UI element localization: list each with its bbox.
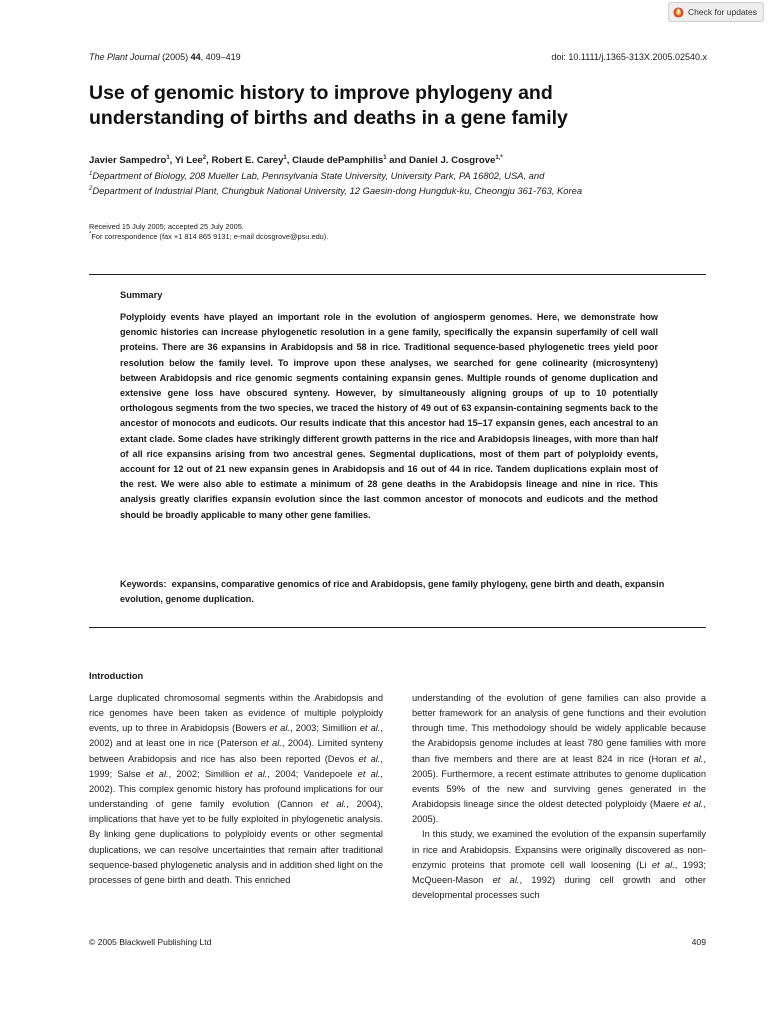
author-separator: ,: [169, 155, 175, 166]
text-run: et al.: [359, 723, 381, 734]
journal-citation: [89, 52, 241, 62]
keywords: [120, 577, 665, 607]
affiliation-1-mark: 1: [89, 170, 93, 177]
text-run: , 2003; Simillion: [289, 723, 360, 734]
summary-heading: Summary: [120, 290, 163, 300]
text-run: , 2005). Furthermore, a recent estimate attributes to genome duplication events 59% of the new and surviving genes generated in the Arabidopsis lineage since the oldest detected polyploidy (Maere: [412, 753, 707, 810]
summary-text: Polyploidy events have played an important role in the evolution of angiosperm genomes. Here, we demonstrate how genomic histories can increase phylogenetic resolution in a gene family, specifically the expansin superfamily of cell wall proteins. There are 36 expansins in Arabidopsis and 58 in rice. Traditional sequence-based phylogenetic trees yield poor resolution below the family level. To improve upon these analyses, we searched for gene colinearity (microsynteny) between Arabidopsis and rice genomic segments containing expansin genes. Multiple rounds of genome duplication and extensive gene loss have obscured synteny. However, by simultaneously aligning groups of up to 10 potentially orthologous segments from the two species, we traced the history of 49 out of 63 expansin-containing segments back to the ancestor of monocots and eudicots. Our results indicate that this ancestor had 15–17 expansin genes, each ancestral to an extant clade. Some clades have strikingly different growth patterns in the rice and Arabidopsis lineages, with more than half of all rice expansins arising from two ancestral genes. Segmental duplications, most of them part of polyploidy events, account for 12 out of 21 new expansin genes in Arabidopsis and 16 out of 44 in rice. Tandem duplications explain most of the rest. We were also able to estimate a minimum of 28 gene deaths in the Arabidopsis lineage and nine in rice. This analysis greatly clarifies expansin evolution since the last common ancestor of monocots and eudicots and the method should be broadly applicable to many other gene families.: [120, 312, 658, 520]
article-dates: [89, 222, 328, 242]
doi: doi: 10.1111/j.1365-313X.2005.02540.x: [551, 52, 707, 62]
text-run: , 2002) and at least one in rice (Paterson: [89, 723, 383, 749]
running-header: [89, 52, 707, 62]
intro-right-column: [412, 691, 706, 903]
affiliation-1-text: Department of Biology, 208 Mueller Lab, Pennsylvania State University, University Park, PA 16802, USA, and: [92, 170, 545, 181]
check-updates-label: Check for updates: [688, 7, 757, 17]
correspondence-mark: *: [89, 231, 92, 238]
author-name: Robert E. Carey: [211, 155, 284, 166]
text-run: et al.: [358, 753, 381, 764]
text-run: et al.: [269, 723, 290, 734]
top-divider: [89, 274, 706, 275]
check-updates-icon: [673, 7, 684, 18]
author-name: Yi Lee: [174, 155, 203, 166]
copyright: © 2005 Blackwell Publishing Ltd: [89, 937, 212, 947]
text-run: , 1999; Salse: [89, 753, 383, 779]
citation-year: (2005): [162, 52, 191, 62]
text-run: , 2002). This complex genomic history has profound implications for our understanding of gene family evolution (Cannon: [89, 768, 384, 810]
article-title: Use of genomic history to improve phylogeny and understanding of births and deaths in a gene family: [89, 82, 568, 129]
text-run: et al.: [682, 799, 704, 810]
text-run: et al.: [681, 753, 704, 764]
author-affiliation-mark: 2: [202, 154, 207, 161]
author-affiliation-mark: 1: [383, 154, 387, 161]
text-run: Large duplicated chromosomal segments within the Arabidopsis and rice genomes have been taken as evidence of multiple polyploidy events, up to three in Arabidopsis (Bowers: [89, 693, 383, 734]
author-separator: ,: [286, 155, 293, 166]
author-affiliation-mark: 1: [283, 154, 287, 161]
text-run: et al.: [244, 768, 268, 779]
text-run: et al.: [357, 768, 381, 779]
text-run: et al.: [320, 799, 347, 810]
text-run: , 1993; McQueen-Mason: [412, 859, 707, 885]
text-run: , 2004). Limited synteny between Arabidopsis and rice has also been reported (Devos: [89, 738, 383, 764]
affiliation-2: [89, 185, 729, 196]
keywords-label: Keywords:: [120, 579, 167, 589]
author-name: Javier Sampedro: [89, 155, 167, 166]
text-run: In this study, we examined the evolution of the expansin superfamily in rice and Arabidopsis. Expansins were originally discovered as non-enzymic proteins that promote cell wall loosening (Li: [412, 829, 706, 870]
check-for-updates-button[interactable]: [668, 2, 764, 22]
journal-name: The Plant Journal: [89, 52, 160, 62]
text-run: , 1992) during cell growth and other developmental processes such: [412, 874, 707, 901]
page-number: 409: [691, 937, 706, 947]
page-footer: [89, 937, 706, 947]
correspondence-line: [89, 232, 328, 242]
volume-number: 44: [190, 52, 201, 62]
bottom-divider: [89, 627, 706, 628]
author-separator: ,: [206, 155, 212, 166]
keywords-text: expansins, comparative genomics of rice and Arabidopsis, gene family phylogeny, gene birth and death, expansin evolution, genome duplication.: [120, 579, 665, 605]
intro-right-paragraph-1: [412, 691, 706, 827]
text-run: et al.: [260, 738, 282, 749]
text-run: understanding of the evolution of gene families can also provide a better framework for an analysis of gene functions and their evolution through time. This methodology should be widely applicable because the Arabidopsis genome includes at least 780 gene families with more than five members and there are at least 824 in rice (Horan: [412, 693, 706, 764]
text-run: , 2002; Simillion: [168, 768, 245, 779]
introduction-heading: Introduction: [89, 671, 144, 681]
author-name: Daniel J. Cosgrove: [409, 155, 496, 166]
author-separator: and: [386, 155, 410, 166]
correspondence-text: For correspondence (fax +1 814 865 9131; e-mail dcosgrove@psu.edu).: [91, 232, 329, 241]
text-run: , 2004; Vandepoele: [267, 768, 358, 779]
affiliation-2-text: Department of Industrial Plant, Chungbuk National University, 12 Gaesin-dong Hungduk-ku, Cheongju 361-763, Korea: [92, 185, 583, 196]
text-run: et al.: [145, 768, 169, 779]
author-affiliation-mark: 1,*: [495, 154, 503, 161]
received-date: Received 15 July 2005; accepted 25 July 2005.: [89, 222, 244, 231]
intro-right-paragraph-2: [412, 827, 706, 903]
intro-left-column: [89, 691, 383, 888]
author-list: [89, 155, 729, 166]
affiliation-2-mark: 2: [89, 185, 93, 192]
text-run: et al.: [492, 874, 520, 885]
text-run: , 2005).: [412, 799, 707, 825]
page-range: , 409–419: [200, 52, 241, 62]
text-run: et al.: [651, 859, 675, 870]
affiliation-1: [89, 170, 729, 181]
text-run: , 2004), implications that have yet to be fully exploited in phylogenetic analysis. By linking gene duplications to polyploidy events or other segmental duplications, we can resolve uncertainties that remain after traditional sequence-based phylogenetic analysis and in addition shed light on the processes of gene birth and death. This enriched: [89, 799, 384, 885]
author-name: Claude dePamphilis: [292, 155, 384, 166]
author-affiliation-mark: 1: [166, 154, 170, 161]
